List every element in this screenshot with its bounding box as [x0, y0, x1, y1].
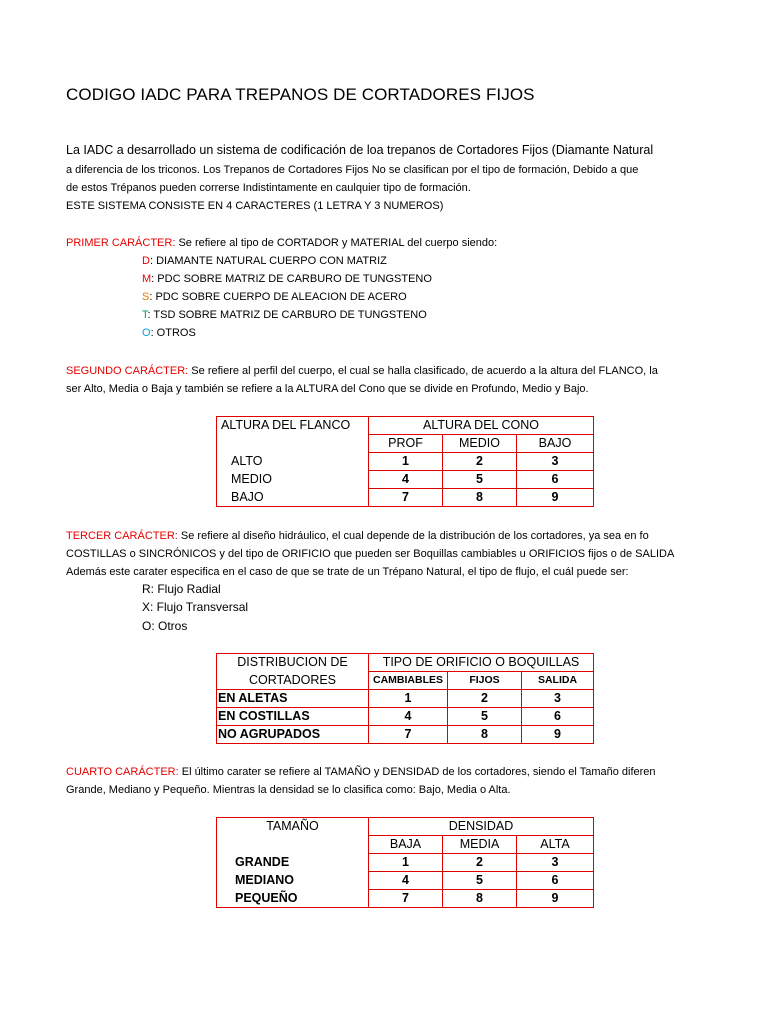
cuarto-paragraph	[66, 766, 656, 778]
row-label: GRANDE	[217, 854, 369, 872]
segundo-text-2: ser Alto, Media o Baja y también se refiere a la ALTURA del Cono que se divide en Profundo, Medio y Bajo.	[66, 383, 589, 395]
table-col-header: SALIDA	[522, 672, 594, 690]
segundo-paragraph	[66, 365, 658, 377]
table-header: DISTRIBUCION DE	[217, 654, 369, 672]
table-col-header: BAJA	[369, 836, 443, 854]
row-label: ALTO	[217, 453, 369, 471]
primer-item-code: S	[142, 291, 150, 303]
row-label: EN COSTILLAS	[217, 708, 369, 726]
primer-item-text: : PDC SOBRE CUERPO DE ALEACION DE ACERO	[149, 291, 407, 303]
table-cell: 2	[443, 453, 517, 471]
table-cell: 3	[522, 690, 594, 708]
flow-item: R: Flujo Radial	[142, 582, 221, 596]
table-header: ALTURA DEL CONO	[369, 417, 594, 435]
table-cell: 3	[517, 854, 594, 872]
table-header: CORTADORES	[217, 672, 369, 690]
table-col-header: MEDIA	[443, 836, 517, 854]
tercer-text-1: Se refiere al diseño hidráulico, el cual depende de la distribución de los cortadores, ya sea en fo	[177, 530, 649, 542]
table-cell: 6	[522, 708, 594, 726]
table-cell: 5	[443, 471, 517, 489]
primer-paragraph	[66, 237, 497, 249]
primer-text: Se refiere al tipo de CORTADOR y MATERIAL del cuerpo siendo:	[175, 237, 498, 249]
table-cell: 5	[443, 872, 517, 890]
table-cell: 2	[448, 690, 522, 708]
row-label: MEDIANO	[217, 872, 369, 890]
table-row	[217, 453, 594, 471]
cuarto-heading: CUARTO CARÁCTER:	[66, 766, 179, 778]
table-col-header: CAMBIABLES	[369, 672, 448, 690]
table-col-header: PROF	[369, 435, 443, 453]
table-cell: 2	[443, 854, 517, 872]
row-label: BAJO	[217, 489, 369, 507]
page-title: CODIGO IADC PARA TREPANOS DE CORTADORES FIJOS	[66, 85, 535, 104]
cuarto-text-1: El último carater se refiere al TAMAÑO y DENSIDAD de los cortadores, siendo el Tamaño diferen	[178, 766, 656, 778]
table-row	[217, 489, 594, 507]
primer-item-code: T	[142, 309, 148, 321]
primer-item	[142, 291, 407, 303]
table-header: TIPO DE ORIFICIO O BOQUILLAS	[369, 654, 594, 672]
cuarto-text-2: Grande, Mediano y Pequeño. Mientras la densidad se lo clasifica como: Bajo, Media o Alta.	[66, 784, 511, 796]
primer-item	[142, 273, 432, 285]
primer-item	[142, 327, 196, 339]
table-row	[217, 690, 594, 708]
table-cell: 7	[369, 890, 443, 908]
table-cell: 4	[369, 708, 448, 726]
row-label: MEDIO	[217, 471, 369, 489]
table-col-header: BAJO	[517, 435, 594, 453]
primer-item-text: : TSD SOBRE MATRIZ DE CARBURO DE TUNGSTENO	[147, 309, 427, 321]
table-cell: 8	[443, 890, 517, 908]
tercer-heading: TERCER CARÁCTER:	[66, 530, 178, 542]
tercer-text-2: COSTILLAS o SINCRÓNICOS y del tipo de ORIFICIO que pueden ser Boquillas cambiables u ORIFICIOS fijos o de SALIDA	[66, 548, 675, 560]
table-altura	[216, 416, 594, 507]
flow-item: O: Otros	[142, 619, 188, 633]
table-cell	[217, 836, 369, 854]
table-cell: 7	[369, 726, 448, 744]
table-cell: 5	[448, 708, 522, 726]
table-cell: 3	[517, 453, 594, 471]
intro-line-3: de estos Trépanos pueden correrse Indistintamente en caulquier tipo de formación.	[66, 182, 471, 194]
table-row	[217, 471, 594, 489]
row-label: PEQUEÑO	[217, 890, 369, 908]
table-row	[217, 708, 594, 726]
primer-item-code: D	[142, 255, 150, 267]
table-col-header: FIJOS	[448, 672, 522, 690]
table-cell	[217, 435, 369, 453]
table-col-header: ALTA	[517, 836, 594, 854]
table-header: ALTURA DEL FLANCO	[217, 417, 369, 435]
table-cell: 8	[448, 726, 522, 744]
table-col-header: MEDIO	[443, 435, 517, 453]
table-cell: 7	[369, 489, 443, 507]
table-cell: 6	[517, 872, 594, 890]
table-row	[217, 872, 594, 890]
table-header: TAMAÑO	[217, 818, 369, 836]
table-cell: 6	[517, 471, 594, 489]
table-cell: 9	[517, 890, 594, 908]
table-cell: 4	[369, 872, 443, 890]
table-orificio	[216, 653, 594, 744]
row-label: NO AGRUPADOS	[217, 726, 369, 744]
table-cell: 9	[522, 726, 594, 744]
table-cell: 1	[369, 690, 448, 708]
table-row	[217, 854, 594, 872]
table-cell: 8	[443, 489, 517, 507]
tercer-paragraph	[66, 530, 649, 542]
table-densidad	[216, 817, 594, 908]
flow-item: X: Flujo Transversal	[142, 600, 249, 614]
row-label: EN ALETAS	[217, 690, 369, 708]
primer-item-text: : PDC SOBRE MATRIZ DE CARBURO DE TUNGSTENO	[151, 273, 432, 285]
table-row	[217, 726, 594, 744]
intro-line-2: a diferencia de los triconos. Los Trepanos de Cortadores Fijos No se clasifican por el tipo de formación, Debido a que	[66, 164, 639, 176]
primer-heading: PRIMER CARÁCTER:	[66, 237, 176, 249]
intro-line-4: ESTE SISTEMA CONSISTE EN 4 CARACTERES (1 LETRA Y 3 NUMEROS)	[66, 200, 444, 212]
primer-item	[142, 309, 427, 321]
table-cell: 1	[369, 453, 443, 471]
primer-item-text: : DIAMANTE NATURAL CUERPO CON MATRIZ	[149, 255, 387, 267]
table-cell: 4	[369, 471, 443, 489]
primer-item-code: M	[142, 273, 152, 285]
primer-item	[142, 255, 387, 267]
table-cell: 1	[369, 854, 443, 872]
table-header: DENSIDAD	[369, 818, 594, 836]
table-cell: 9	[517, 489, 594, 507]
primer-item-code: O	[142, 327, 151, 339]
tercer-text-3: Además este carater especifica en el caso de que se trate de un Trépano Natural, el tipo de flujo, el cuál puede ser:	[66, 566, 629, 578]
segundo-text-1: Se refiere al perfil del cuerpo, el cual se halla clasificado, de acuerdo a la altura del FLANCO, la	[188, 365, 658, 377]
segundo-heading: SEGUNDO CARÁCTER:	[66, 365, 189, 377]
primer-item-text: : OTROS	[150, 327, 196, 339]
intro-line-1: La IADC a desarrollado un sistema de codificación de loa trepanos de Cortadores Fijos (Diamante Natural	[66, 143, 654, 157]
table-row	[217, 890, 594, 908]
